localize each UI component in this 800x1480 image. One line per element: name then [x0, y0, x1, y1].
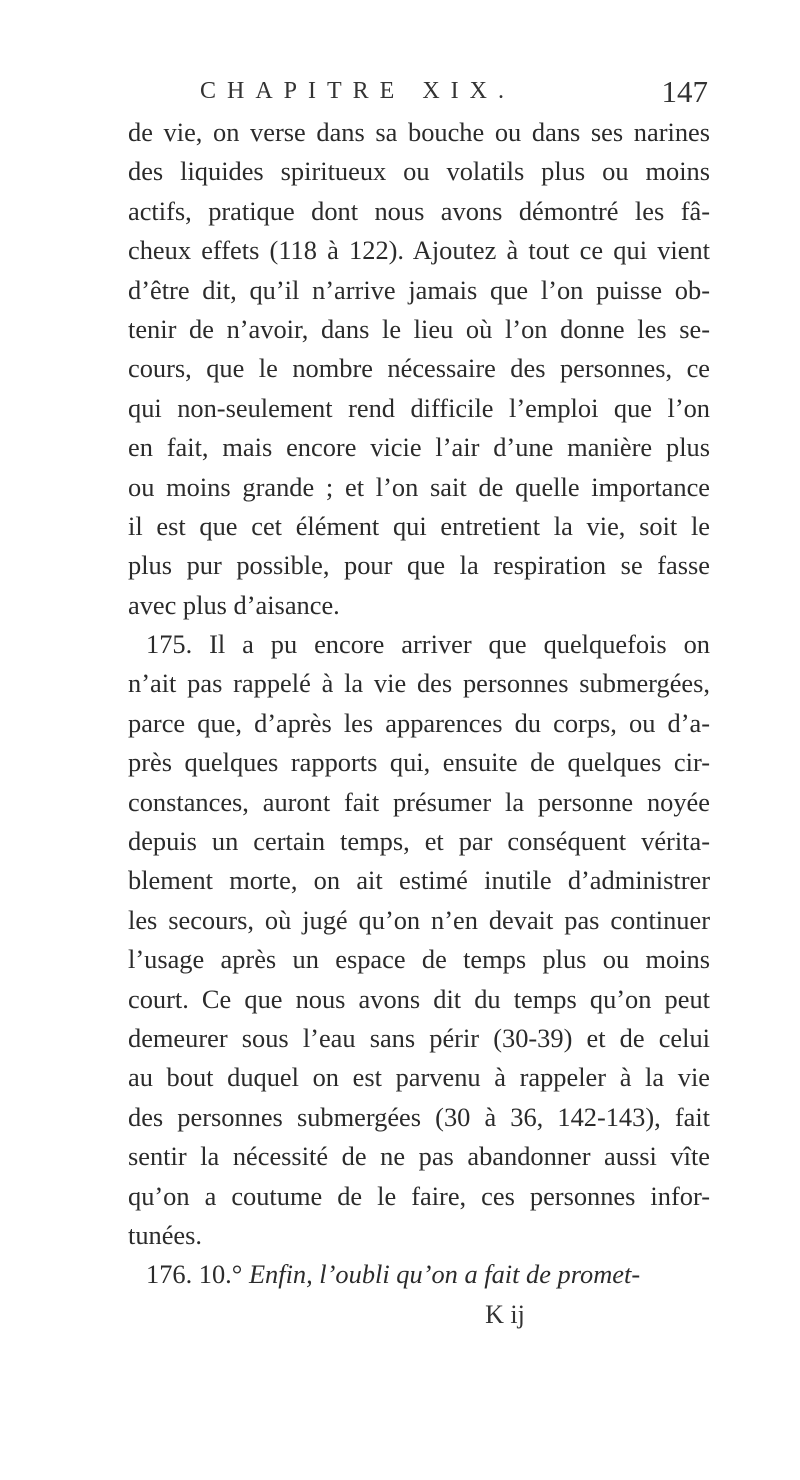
text-line: blement morte, on ait estimé inutile d’administrer: [128, 865, 710, 896]
paragraph-number: 176. 10.°: [146, 1259, 243, 1290]
text-line: des liquides spiritueux ou volatils plus ou moins: [128, 156, 710, 187]
text-line: parce que, d’après les apparences du corps, ou d’a-: [128, 707, 710, 738]
signature-mark: K ij: [485, 1299, 525, 1329]
last-paragraph-line: [128, 1255, 710, 1294]
text-line: des personnes submergées (30 à 36, 142-143), fait: [128, 1101, 710, 1132]
text-line: plus pur possible, pour que la respiration se fasse: [128, 550, 710, 581]
text-line: n’ait pas rappelé à la vie des personnes submergées,: [128, 668, 710, 699]
running-title: CHAPITRE XIX.: [200, 78, 515, 104]
text-line: tenir de n’avoir, dans le lieu où l’on donne les se-: [128, 313, 710, 344]
text-line: avec plus d’aisance.: [128, 589, 340, 620]
text-line: cours, que le nombre nécessaire des personnes, ce: [128, 353, 710, 384]
text-line: constances, auront fait présumer la personne noyée: [128, 786, 710, 817]
text-line: au bout duquel on est parvenu à rappeler à la vie: [128, 1062, 710, 1093]
text-line: il est que cet élément qui entretient la vie, soit le: [128, 510, 710, 541]
text-line: en fait, mais encore vicie l’air d’une manière plus: [128, 432, 710, 463]
text-line: actifs, pratique dont nous avons démontré les fâ-: [128, 195, 710, 226]
text-line: demeurer sous l’eau sans périr (30-39) et de celui: [128, 1022, 710, 1053]
text-line: l’usage après un espace de temps plus ou moins: [128, 944, 710, 975]
text-line: 175. Il a pu encore arriver que quelquefois on: [146, 629, 710, 660]
text-line: ou moins grande ; et l’on sait de quelle importance: [128, 471, 710, 502]
text-line: cheux effets (118 à 122). Ajoutez à tout ce qui vient: [128, 235, 710, 266]
text-line: près quelques rapports qui, ensuite de quelques cir-: [128, 747, 710, 778]
text-line: qui non-seulement rend difficile l’emploi que l’on: [128, 392, 710, 423]
text-line: d’être dit, qu’il n’arrive jamais que l’on puisse ob-: [128, 274, 710, 305]
text-line: les secours, où jugé qu’on n’en devait pas continuer: [128, 904, 710, 935]
body-text: [128, 113, 710, 1329]
page-number: 147: [661, 74, 708, 109]
text-line: de vie, on verse dans sa bouche ou dans ses narines: [128, 117, 710, 147]
text-line: tunées.: [128, 1219, 203, 1250]
italic-text: Enfin, l’oubli qu’on a fait de promet-: [248, 1259, 641, 1290]
text-line: depuis un certain temps, et par conséquent vérita-: [128, 826, 710, 857]
page-header: [128, 74, 708, 118]
text-line: sentir la nécessité de ne pas abandonner aussi vîte: [128, 1141, 710, 1172]
text-line: qu’on a coutume de le faire, ces personnes infor-: [128, 1180, 710, 1211]
text-line: court. Ce que nous avons dit du temps qu’on peut: [128, 983, 710, 1014]
